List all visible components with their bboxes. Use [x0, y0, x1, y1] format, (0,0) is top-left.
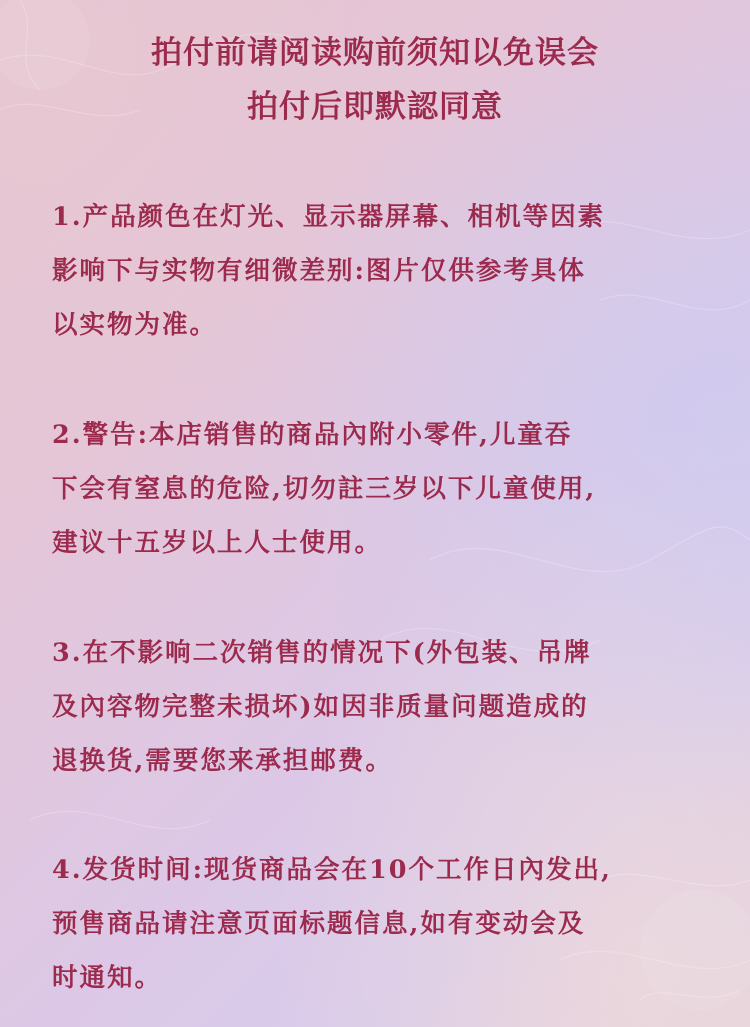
notice-line: 2.警告:本店销售的商品內附小零件,儿童吞	[52, 420, 573, 450]
notice-line: 下会有窒息的危险,切勿註三岁以下儿童使用,	[52, 474, 597, 504]
notice-line: 影响下与实物有细微差别:图片仅供参考具体	[52, 256, 586, 286]
notice-line: 1.产品颜色在灯光、显示器屏幕、相机等因素	[52, 202, 606, 232]
notice-line: 以实物为准。	[52, 310, 218, 340]
notice-line: 时通知。	[52, 963, 163, 993]
notice-item-color-difference	[52, 190, 712, 352]
notice-item-return-policy	[52, 626, 712, 788]
notice-heading-line1: 拍付前请阅读购前须知以免误会	[151, 35, 599, 71]
notice-item-small-parts-warning	[52, 408, 712, 570]
notice-item-shipping-time	[52, 843, 712, 1005]
notice-line: 及內容物完整未损坏)如因非质量问题造成的	[52, 692, 589, 722]
notice-heading-line2: 拍付后即默認同意	[247, 89, 503, 125]
notice-line: 退换货,需要您来承担邮费。	[52, 746, 393, 776]
notice-line: 3.在不影响二次销售的情况下(外包装、吊牌	[52, 638, 592, 668]
notice-line: 4.发货时间:现货商品会在10个工作日內发出,	[52, 855, 612, 885]
notice-line: 建议十五岁以上人士使用。	[52, 528, 383, 558]
notice-line: 预售商品请注意页面标题信息,如有变动会及	[52, 909, 586, 939]
